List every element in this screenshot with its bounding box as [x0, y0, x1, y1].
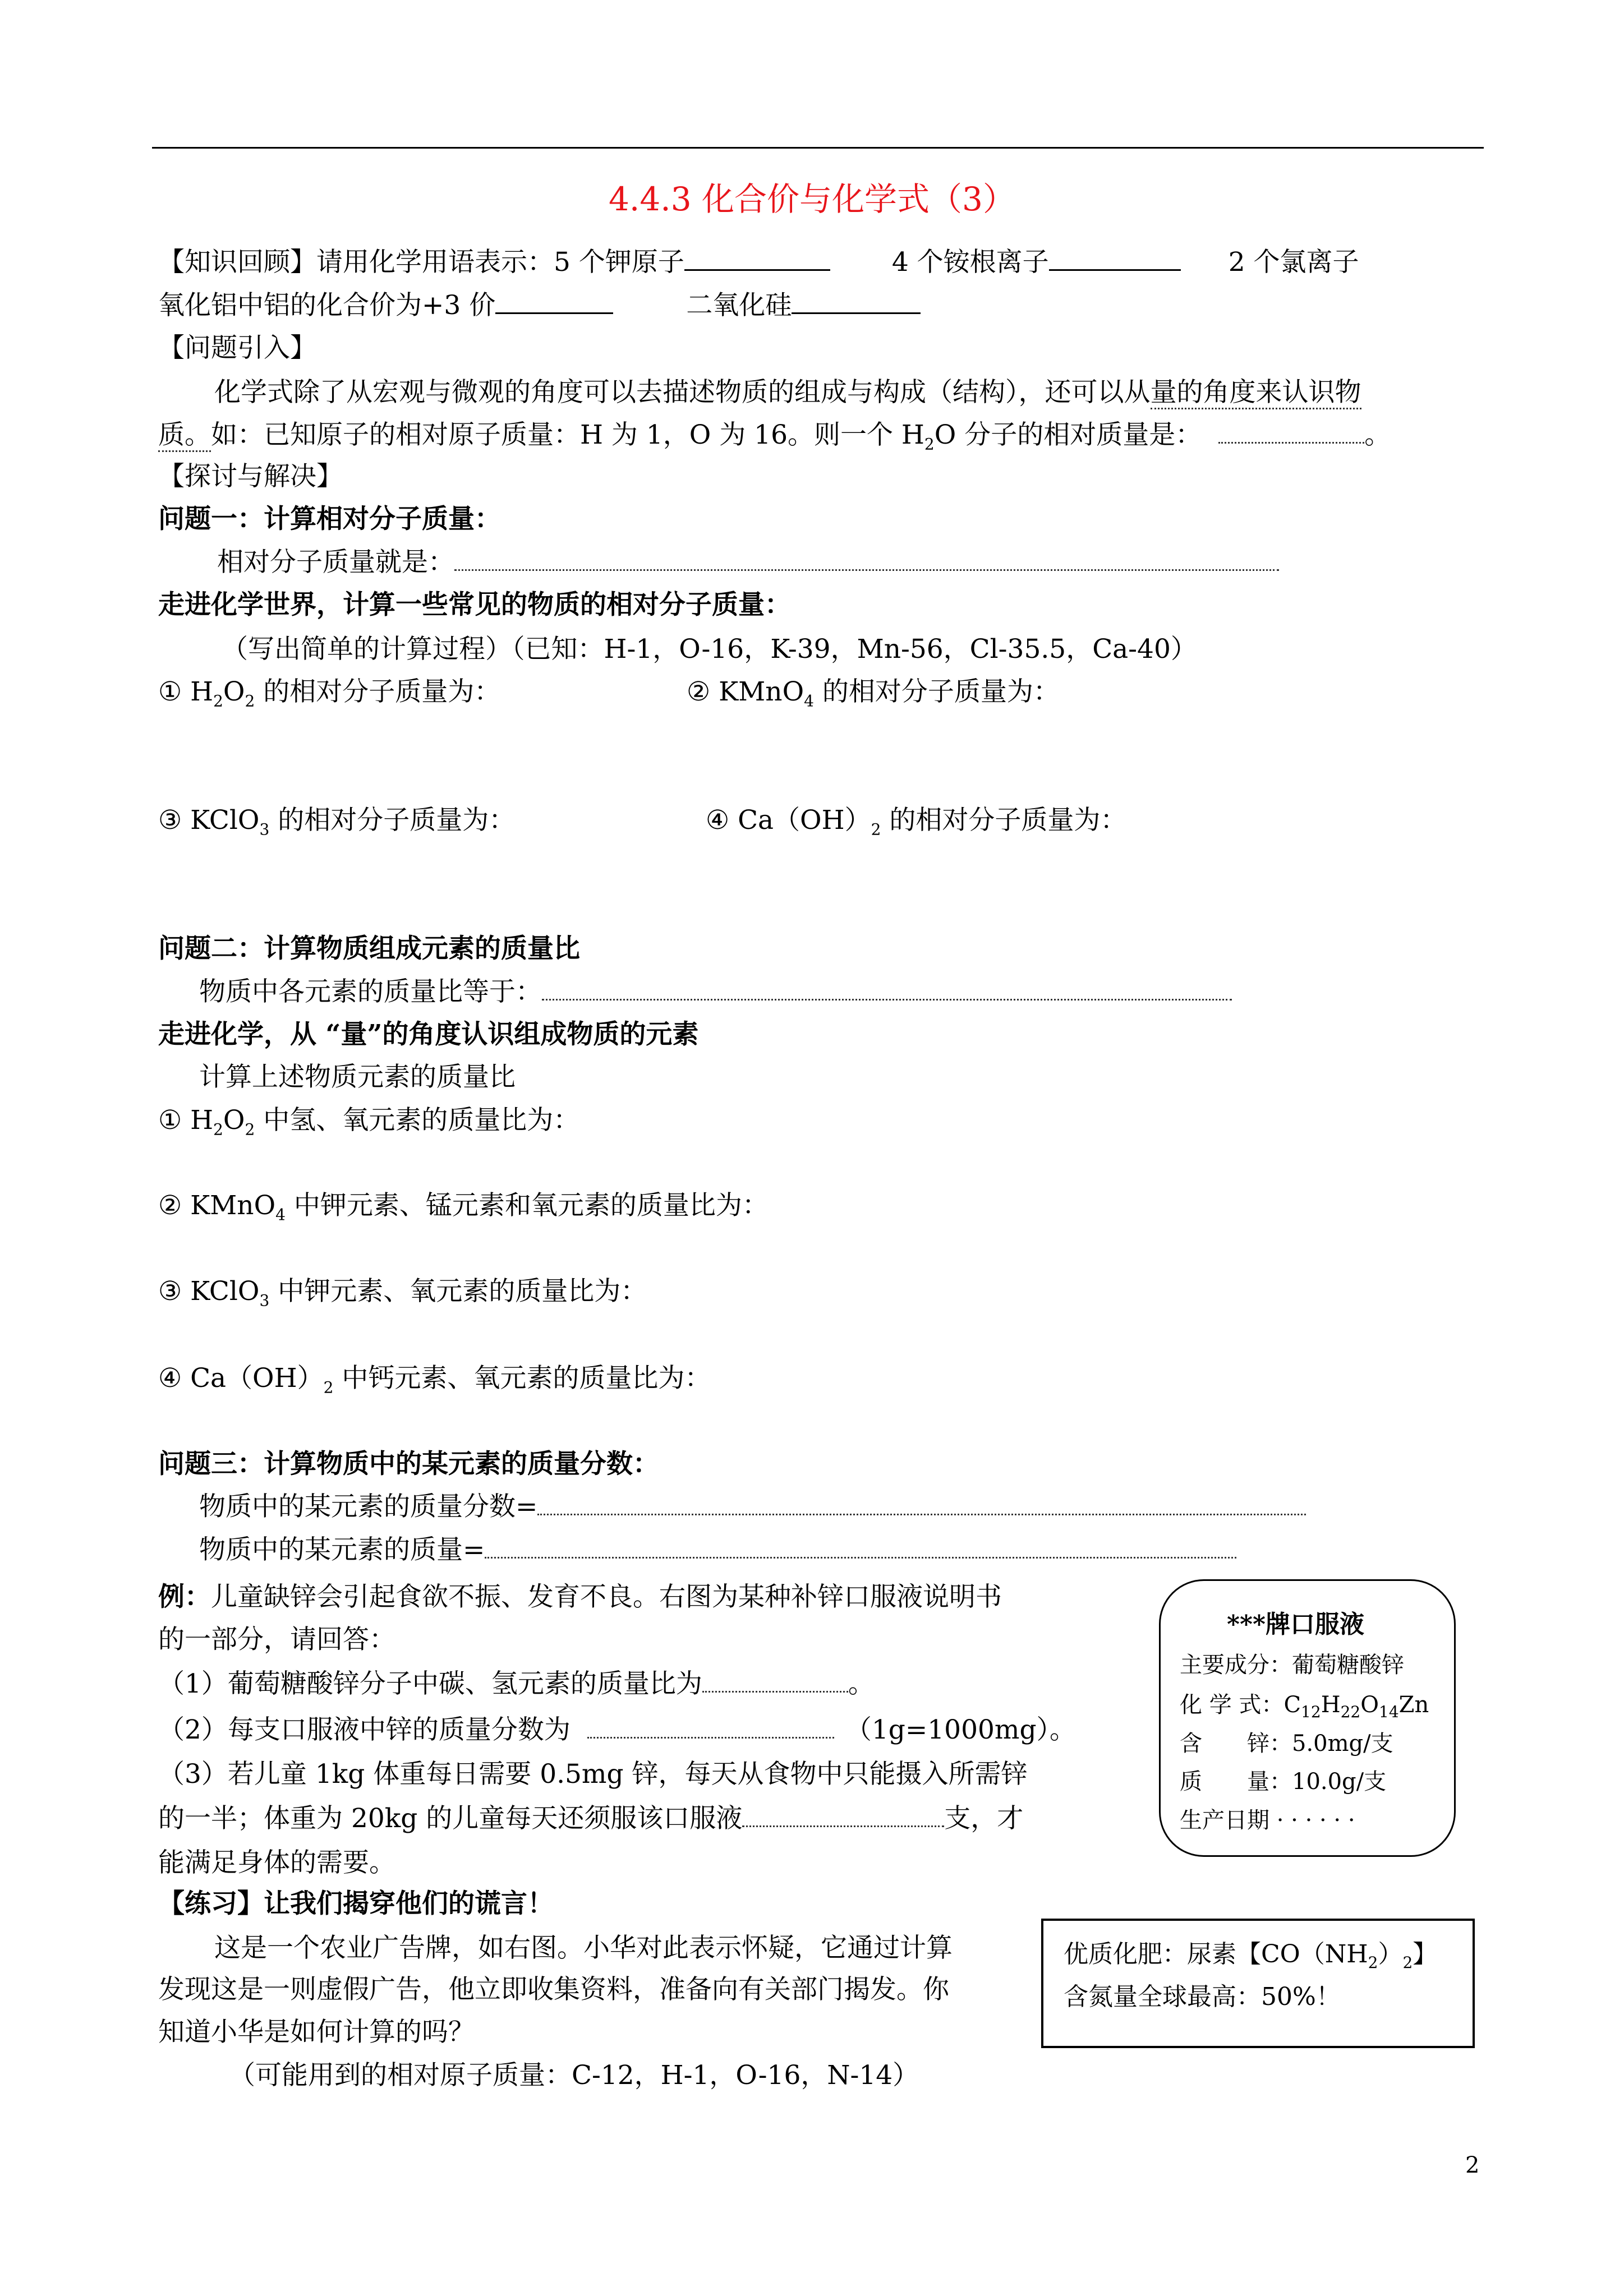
- label-row: 主要成分：葡萄糖酸锌: [1180, 1652, 1404, 1678]
- text-fragment: 支，才: [944, 1803, 1024, 1834]
- text-fragment: 2: [323, 1378, 334, 1397]
- text-fragment: 2: [1368, 1953, 1378, 1972]
- text-fragment: ① H: [158, 676, 214, 707]
- text-fragment: 3: [259, 820, 270, 839]
- text-fragment: 12: [1301, 1703, 1321, 1721]
- label-row: 生产日期 · · · · · ·: [1180, 1808, 1355, 1833]
- practice-line-4: （可能用到的相对原子质量：C-12，H-1，O-16，N-14）: [229, 2060, 919, 2091]
- text-fragment: O: [223, 676, 245, 707]
- q1-given: （写出简单的计算过程）（已知：H-1，O-16，K-39，Mn-56，Cl-35.5，Ca-40）: [222, 634, 1197, 665]
- answer-blank[interactable]: [742, 1801, 944, 1827]
- example-q3-cont: [158, 1801, 1023, 1837]
- q2-item-4: [158, 1361, 711, 1405]
- q2-calc: 计算上述物质元素的质量比: [199, 1062, 516, 1092]
- example-line-1: [158, 1579, 1002, 1615]
- text-fragment: 儿童缺锌会引起食欲不振、发育不良。右图为某种补锌口服液说明书: [211, 1582, 1002, 1612]
- q1-item-1: [158, 674, 500, 719]
- q2-item-3: [158, 1274, 647, 1318]
- text-fragment: ② KMnO: [158, 1190, 276, 1221]
- text-fragment: ③ KClO: [158, 1276, 260, 1307]
- practice-line-2: 发现这是一则虚假广告，他立即收集资料，准备向有关部门揭发。你: [158, 1974, 949, 2005]
- text-fragment: 的相对分子质量为：: [881, 805, 1127, 836]
- oral-liquid-label: [1159, 1579, 1456, 1857]
- q2-item-1: [158, 1103, 579, 1147]
- page-number: 2: [1465, 2152, 1480, 2178]
- intro-emphasis: 质。: [158, 419, 211, 452]
- text-fragment: 的相对分子质量为：: [813, 676, 1060, 707]
- text-fragment: （1）葡萄糖酸锌分子中碳、氢元素的质量比为: [158, 1668, 702, 1699]
- q1-item-4: [706, 803, 1126, 847]
- review-text: 2 个氯离子: [1228, 247, 1359, 278]
- q1-definition: [217, 545, 1279, 580]
- text-fragment: ④ Ca（OH）: [706, 805, 871, 836]
- q2-item-2: [158, 1188, 769, 1233]
- q3-title: 问题三：计算物质中的某元素的质量分数：: [158, 1449, 659, 1479]
- intro-paragraph-2: [158, 417, 1391, 462]
- text-fragment: 22: [1340, 1703, 1361, 1721]
- answer-blank[interactable]: [1218, 417, 1364, 444]
- q1-world: 走进化学世界，计算一些常见的物质的相对分子质量：: [158, 589, 791, 620]
- text-fragment: 物质中的某元素的质量分数=: [199, 1491, 538, 1522]
- example-line-2: 的一部分，请回答：: [158, 1624, 395, 1655]
- text-fragment: 3: [259, 1291, 270, 1310]
- text-fragment: O: [1360, 1692, 1379, 1718]
- q2-definition: [199, 974, 1232, 1010]
- label-row: 含 锌：5.0mg/支: [1180, 1731, 1393, 1756]
- text-fragment: 中钾元素、氧元素的质量比为：: [269, 1276, 647, 1307]
- text-fragment: 优质化肥：尿素【CO（NH: [1064, 1940, 1368, 1968]
- q3-fraction: [199, 1489, 1306, 1525]
- explore-heading: 【探讨与解决】: [158, 461, 343, 492]
- label-row-formula: [1180, 1689, 1429, 1728]
- text-fragment: 中氢、氧元素的质量比为：: [255, 1105, 580, 1136]
- text-fragment: Zn: [1398, 1692, 1429, 1718]
- text-fragment: 例：: [158, 1582, 211, 1612]
- ad-line-2: 含氮量全球最高：50%！: [1064, 1983, 1341, 2011]
- q3-mass: [199, 1532, 1236, 1568]
- answer-blank[interactable]: [542, 974, 1232, 1001]
- practice-heading: 【练习】让我们揭穿他们的谎言！: [158, 1888, 554, 1919]
- text-fragment: 2: [213, 691, 223, 711]
- text-fragment: C: [1283, 1692, 1301, 1718]
- answer-blank[interactable]: [537, 1489, 1306, 1515]
- text-fragment: ③ KClO: [158, 805, 260, 836]
- q1-item-2: [687, 674, 1060, 719]
- example-q3-end: 能满足身体的需要。: [158, 1847, 395, 1878]
- subscript: 2: [924, 435, 935, 454]
- text-fragment: ① H: [158, 1105, 214, 1136]
- answer-blank[interactable]: [1049, 245, 1181, 271]
- example-q3: （3）若儿童 1kg 体重每日需要 0.5mg 锌，每天从食物中只能摄入所需锌: [158, 1759, 1028, 1790]
- text-fragment: 】: [1413, 1940, 1438, 1968]
- text-fragment: ）: [1378, 1940, 1403, 1968]
- text-fragment: 2: [245, 1120, 255, 1139]
- text-fragment: H: [1321, 1692, 1341, 1718]
- intro-text: 如：已知原子的相对原子质量：H 为 1，O 为 16。则一个 H: [211, 419, 924, 450]
- text-fragment: 的相对分子质量为：: [269, 805, 516, 836]
- page-title: 4.4.3 化合价与化学式（3）: [609, 180, 1015, 218]
- answer-blank[interactable]: [495, 288, 613, 314]
- text-fragment: 14: [1379, 1703, 1399, 1721]
- text-fragment: 4: [275, 1205, 286, 1224]
- review-text: 【知识回顾】请用化学用语表示：5 个钾原子: [158, 247, 684, 278]
- definition-label: 相对分子质量就是：: [217, 547, 454, 578]
- fertilizer-ad: [1041, 1919, 1475, 2048]
- intro-text: 。: [1364, 419, 1391, 450]
- text-fragment: 中钙元素、氧元素的质量比为：: [333, 1363, 711, 1394]
- intro-paragraph: [214, 375, 1361, 411]
- text-fragment: 4: [804, 691, 814, 711]
- example-q2: [158, 1712, 1076, 1748]
- answer-blank[interactable]: [684, 245, 830, 271]
- text-fragment: O: [223, 1105, 245, 1136]
- q2-world: 走进化学，从 “量”的角度认识组成物质的元素: [158, 1019, 699, 1050]
- q2-title: 问题二：计算物质组成元素的质量比: [158, 933, 580, 964]
- text-fragment: ④ Ca（OH）: [158, 1363, 324, 1394]
- answer-blank[interactable]: [587, 1712, 834, 1739]
- answer-blank[interactable]: [702, 1666, 848, 1693]
- review-line-2: [158, 288, 921, 324]
- answer-blank[interactable]: [454, 545, 1279, 571]
- practice-line-1: 这是一个农业广告牌，如右图。小华对此表示怀疑，它通过计算: [214, 1933, 953, 1963]
- text-fragment: 2: [245, 691, 255, 711]
- intro-text: 化学式除了从宏观与微观的角度可以去描述物质的组成与构成（结构），还可以从: [214, 377, 1151, 408]
- practice-line-3: 知道小华是如何计算的吗？: [158, 2017, 475, 2048]
- text-fragment: 2: [1402, 1953, 1413, 1972]
- answer-blank[interactable]: [792, 288, 921, 314]
- text-fragment: 的相对分子质量为：: [255, 676, 501, 707]
- text-fragment: 。: [848, 1668, 875, 1699]
- text-fragment: 化 学 式：: [1180, 1692, 1284, 1718]
- review-text: 氧化铝中铝的化合价为+3 价: [158, 290, 496, 321]
- intro-text: O 分子的相对质量是：: [934, 419, 1202, 450]
- review-text: 4 个铵根离子: [891, 247, 1049, 278]
- review-text: 二氧化硅: [686, 290, 792, 321]
- review-line-1: [158, 245, 1359, 280]
- q1-item-3: [158, 803, 515, 847]
- top-rule: [152, 147, 1484, 149]
- text-fragment: 物质中的某元素的质量=: [199, 1534, 485, 1565]
- example-q1: [158, 1666, 875, 1702]
- text-fragment: ② KMnO: [687, 676, 804, 707]
- q1-title: 问题一：计算相对分子质量：: [158, 504, 501, 534]
- text-fragment: 2: [213, 1120, 223, 1139]
- intro-emphasis: 量的角度来认识物: [1151, 377, 1361, 409]
- text-fragment: 2: [871, 820, 881, 839]
- text-fragment: 中钾元素、锰元素和氧元素的质量比为：: [285, 1190, 769, 1221]
- label-title: ***牌口服液: [1227, 1610, 1365, 1639]
- intro-heading: 【问题引入】: [158, 333, 316, 363]
- label-row: 质 量：10.0g/支: [1180, 1769, 1387, 1795]
- text-fragment: 物质中各元素的质量比等于：: [199, 976, 542, 1007]
- text-fragment: 的一半；体重为 20kg 的儿童每天还须服该口服液: [158, 1803, 743, 1834]
- text-fragment: （1g=1000mg）。: [845, 1714, 1076, 1745]
- ad-line-1: [1064, 1938, 1437, 1980]
- text-fragment: （2）每支口服液中锌的质量分数为: [158, 1714, 571, 1745]
- answer-blank[interactable]: [485, 1532, 1236, 1559]
